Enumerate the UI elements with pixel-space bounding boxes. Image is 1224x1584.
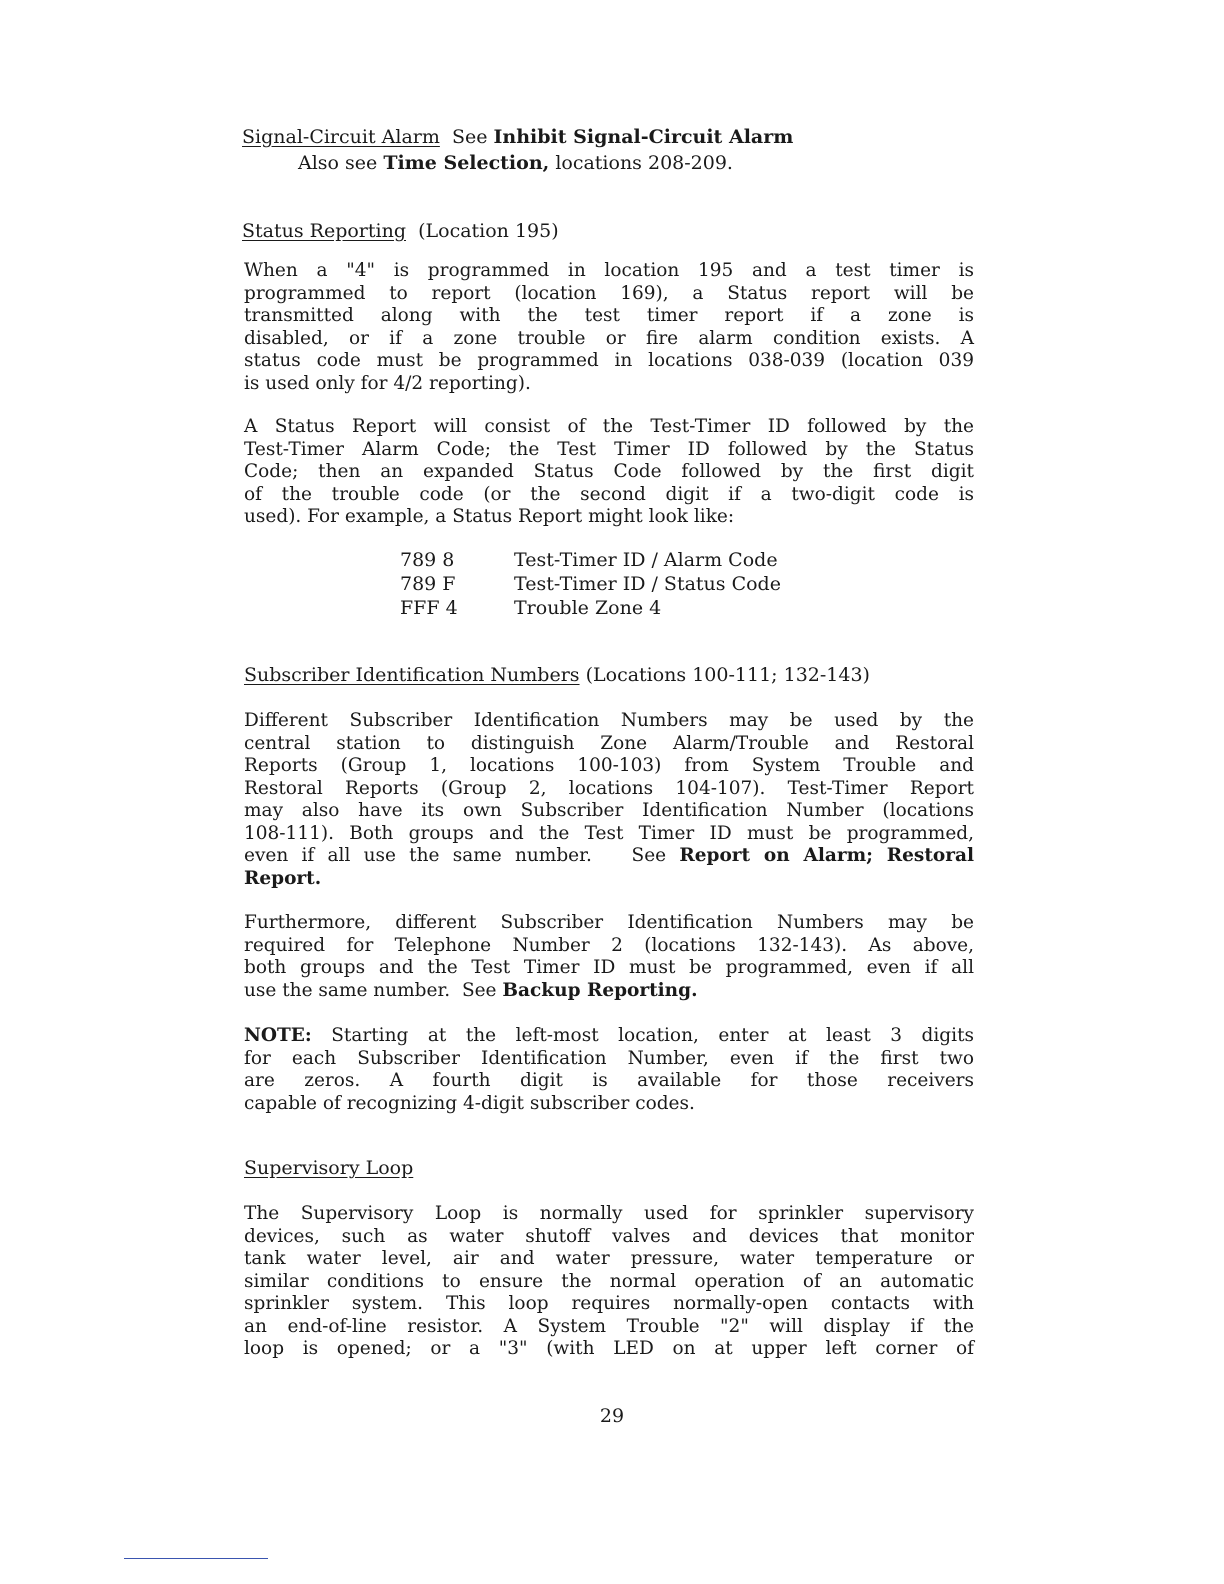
subscriber-para1 — [244, 710, 974, 890]
text-line: disabled, or if a zone trouble or fire alarm condition exists. A — [244, 327, 974, 349]
text-line: may also have its own Subscriber Identification Number (locations — [244, 800, 974, 821]
example-row — [400, 597, 661, 619]
text-line: transmitted along with the test timer report if a zone is — [244, 305, 974, 326]
inhibit-signal-circuit-ref: Inhibit Signal-Circuit Alarm — [493, 126, 794, 148]
also-see-locations: locations 208-209. — [555, 152, 733, 174]
text-line: When a "4" is programmed in location 195 and a test timer is — [244, 260, 974, 281]
note-label: NOTE: — [244, 1025, 312, 1046]
example-code: FFF 4 — [400, 597, 458, 619]
also-see-label: Also see — [298, 152, 378, 174]
text-line: 108-111). Both groups and the Test Timer ID must be programmed, — [244, 822, 974, 844]
text-line: Reports (Group 1, locations 100-103) from System Trouble and — [244, 755, 974, 776]
subscriber-note — [244, 1025, 974, 1115]
text-line: central station to distinguish Zone Alarm/Trouble and Restoral — [244, 732, 974, 754]
status-reporting-location: (Location 195) — [418, 220, 559, 242]
example-row — [400, 573, 781, 595]
text-line: for each Subscriber Identification Number, even if the first two — [244, 1047, 974, 1069]
signal-circuit-also-see — [298, 152, 733, 174]
text-line: are zeros. A fourth digit is available for those receivers — [244, 1070, 974, 1091]
example-row — [400, 549, 778, 571]
example-desc: Test-Timer ID / Alarm Code — [514, 549, 778, 571]
subscriber-title: Subscriber Identification Numbers — [244, 664, 580, 686]
text-line: both groups and the Test Timer ID must be programmed, even if all — [244, 957, 974, 978]
supervisory-title: Supervisory Loop — [244, 1157, 414, 1179]
supervisory-para — [244, 1203, 974, 1361]
text-line: A Status Report will consist of the Test-Timer ID followed by the — [244, 416, 974, 437]
subscriber-para2 — [244, 912, 974, 1002]
text-line: Code; then an expanded Status Code followed by the first digit — [244, 461, 974, 482]
signal-circuit-title: Signal-Circuit Alarm — [242, 126, 440, 148]
text-line: tank water level, air and water pressure, water temperature or — [244, 1248, 974, 1269]
signal-circuit-heading — [242, 126, 793, 148]
report-on-alarm-ref: Report on Alarm; Restoral — [679, 845, 974, 866]
backup-reporting-ref: Backup Reporting. — [502, 979, 698, 1001]
status-reporting-para1 — [244, 260, 974, 395]
line-text: even if all use the same number. — [244, 845, 592, 866]
see-label: See — [451, 126, 488, 148]
text-line — [244, 1025, 974, 1048]
text-line: capable of recognizing 4-digit subscriber codes. — [244, 1092, 695, 1114]
example-code: 789 F — [400, 573, 456, 595]
text-line — [244, 845, 974, 868]
text-line: Test-Timer Alarm Code; the Test Timer ID followed by the Status — [244, 438, 974, 460]
text-line: Furthermore, different Subscriber Identification Numbers may be — [244, 912, 974, 933]
text-line: Report. — [244, 867, 322, 889]
text-line: similar conditions to ensure the normal operation of an automatic — [244, 1270, 974, 1292]
status-reporting-para2 — [244, 416, 974, 529]
text-line: Restoral Reports (Group 2, locations 104-107). Test-Timer Report — [244, 777, 974, 799]
text-line: programmed to report (location 169), a Status report will be — [244, 282, 974, 304]
text-line: an end-of-line resistor. A System Trouble "2" will display if the — [244, 1315, 974, 1337]
see-label: See — [461, 979, 497, 1001]
subscriber-heading — [244, 664, 870, 686]
status-reporting-heading — [242, 220, 559, 242]
text-line: loop is opened; or a "3" (with LED on at upper left corner of — [244, 1338, 974, 1359]
line-text: use the same number. — [244, 979, 451, 1001]
text-line: sprinkler system. This loop requires normally-open contacts with — [244, 1293, 974, 1314]
example-desc: Trouble Zone 4 — [514, 597, 662, 619]
text-line: The Supervisory Loop is normally used for sprinkler supervisory — [244, 1203, 974, 1224]
text-line — [244, 980, 974, 1003]
status-reporting-title: Status Reporting — [242, 220, 406, 242]
text-line: is used only for 4/2 reporting). — [244, 372, 531, 394]
text-line: used). For example, a Status Report might look like: — [244, 506, 735, 527]
footer-rule — [124, 1558, 268, 1559]
subscriber-locations: (Locations 100-111; 132-143) — [585, 664, 870, 686]
text-line: of the trouble code (or the second digit if a two-digit code is — [244, 483, 974, 505]
text-line: Different Subscriber Identification Numbers may be used by the — [244, 710, 974, 731]
line-text: Starting at the left-most location, enter at least 3 digits — [331, 1025, 974, 1046]
example-desc: Test-Timer ID / Status Code — [514, 573, 781, 595]
see-label: See — [631, 845, 667, 866]
text-line: devices, such as water shutoff valves and devices that monitor — [244, 1225, 974, 1247]
supervisory-heading — [244, 1157, 413, 1179]
text-line: status code must be programmed in locations 038-039 (location 039 — [244, 350, 974, 371]
time-selection-ref: Time Selection, — [383, 152, 550, 174]
page-number: 29 — [599, 1405, 625, 1427]
text-line: required for Telephone Number 2 (locations 132-143). As above, — [244, 934, 974, 956]
example-code: 789 8 — [400, 549, 455, 571]
